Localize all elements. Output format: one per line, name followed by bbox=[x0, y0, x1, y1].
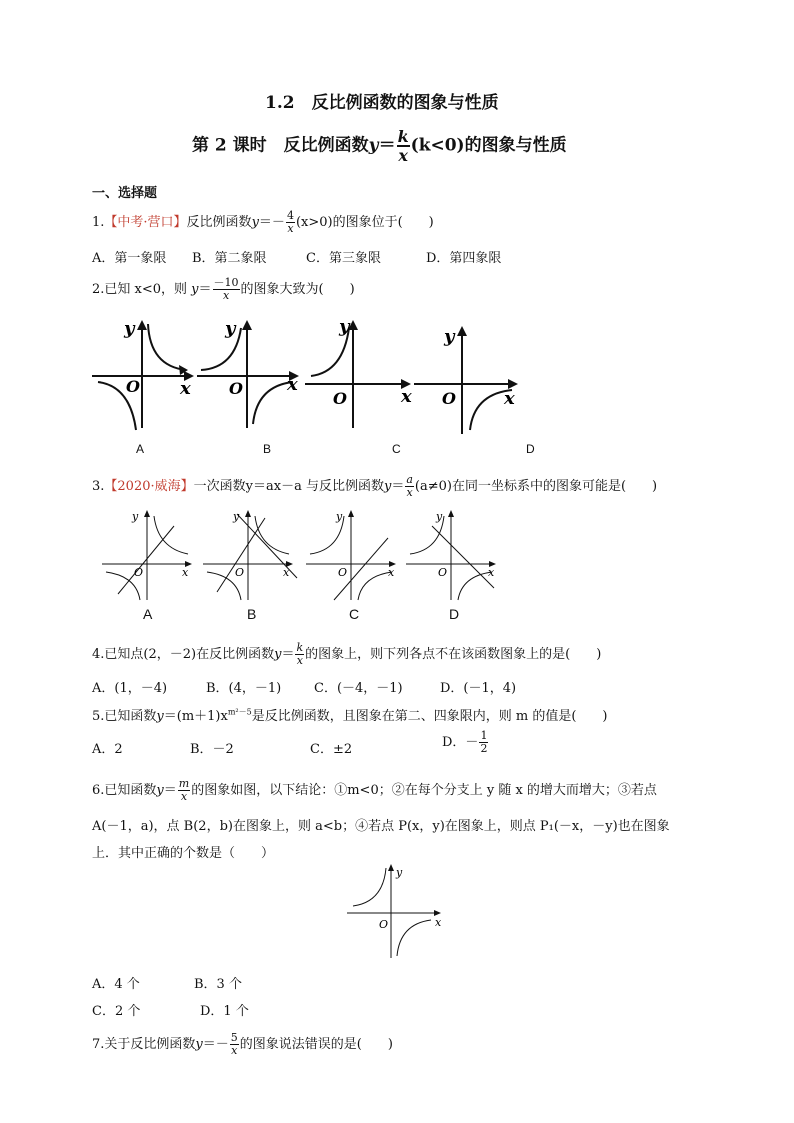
q3-label-c: C bbox=[349, 606, 360, 622]
axis-x-label: x bbox=[435, 916, 442, 929]
question-5: 5.已知函数$y=(m+1)x^{m^2-5}$是反比例函数，且图象在第二、四象限内，则 m 的值是( ) bbox=[92, 707, 608, 724]
axis-origin-label: O bbox=[235, 566, 245, 579]
question-2: 2.已知 x<0，则 y＝ $\frac{-10}{x}$ 的图象大致为( ) bbox=[92, 276, 355, 302]
axis-y-label: y bbox=[339, 316, 350, 337]
q4-option-a[interactable]: A．(1，－4) bbox=[92, 681, 168, 696]
q2-graph-a[interactable] bbox=[90, 318, 200, 438]
question-6-line-3: 上．其中正确的个数是（ ） bbox=[92, 846, 275, 861]
q6-option-a[interactable]: A．4 个 bbox=[92, 977, 140, 992]
axis-y-label: y bbox=[444, 326, 455, 347]
section-heading: 一、选择题 bbox=[92, 186, 158, 201]
q5-option-a[interactable]: A．2 bbox=[92, 742, 123, 757]
q6-option-b[interactable]: B．3 个 bbox=[194, 977, 242, 992]
q2-graph-c[interactable] bbox=[303, 318, 418, 438]
axis-y-label: y bbox=[225, 318, 236, 339]
axis-y-label: y bbox=[124, 318, 135, 339]
q3-label-a: A bbox=[143, 606, 153, 622]
axis-origin-label: O bbox=[379, 918, 389, 931]
question-3-source: 【2020·威海】 bbox=[104, 479, 194, 494]
question-3: 3.【2020·威海】一次函数y＝ax－a 与反比例函数y＝ $\frac{a}{x}$ (a≠0)在同一坐标系中的图象可能是( ) bbox=[92, 473, 658, 499]
fraction: $\frac{a}{x}$ bbox=[406, 473, 413, 499]
axis-y-label: y bbox=[132, 510, 139, 523]
q5-option-d[interactable]: D．－ $\frac{1}{2}$ bbox=[442, 729, 488, 755]
question-7: 7.关于反比例函数y＝－ $\frac{5}{x}$ 的图象说法错误的是( ) bbox=[92, 1031, 393, 1057]
q2-label-c: C bbox=[392, 442, 401, 456]
q3-label-d: D bbox=[449, 606, 460, 622]
q3-graph-d[interactable] bbox=[406, 508, 506, 603]
question-6: 6.已知函数y＝ $\frac{m}{x}$ 的图象如图，以下结论：①m<0；②在每个分支上 y 随 x 的增大而增大；③若点 bbox=[92, 777, 657, 803]
subtitle-suffix: (k<0)的图象与性质 bbox=[410, 135, 567, 156]
axis-y-label: y bbox=[396, 866, 403, 879]
q2-label-d: D bbox=[526, 442, 535, 456]
q3-graph-b[interactable] bbox=[203, 508, 303, 603]
q3-graph-a[interactable] bbox=[102, 508, 197, 603]
axis-x-label: x bbox=[401, 386, 412, 407]
q1-option-b[interactable]: B．第二象限 bbox=[192, 251, 267, 266]
q5-option-b[interactable]: B．－2 bbox=[190, 742, 234, 757]
axis-origin-label: O bbox=[438, 566, 448, 579]
question-1: 1.【中考·营口】反比例函数y＝－ $\frac{4}{x}$ (x>0)的图象位于( ) bbox=[92, 209, 434, 235]
q4-option-c[interactable]: C．(－4，－1) bbox=[314, 681, 403, 696]
q6-graph bbox=[345, 860, 455, 960]
subtitle-y: y bbox=[368, 135, 379, 156]
axis-y-label: y bbox=[336, 510, 343, 523]
subtitle-eq: ＝ bbox=[378, 135, 396, 156]
q1-option-a[interactable]: A．第一象限 bbox=[92, 251, 167, 266]
axis-origin-label: O bbox=[229, 379, 243, 398]
question-6-line-2: A(－1，a)，点 B(2，b)在图象上，则 a<b；④若点 P(x，y)在图象上，则点 P₁(－x，－y)也在图象 bbox=[92, 819, 670, 834]
fraction: $\frac{m}{x}$ bbox=[178, 777, 190, 803]
axis-x-label: x bbox=[388, 566, 395, 579]
axis-origin-label: O bbox=[442, 389, 456, 408]
q2-label-b: B bbox=[263, 442, 272, 456]
question-4: 4.已知点(2，－2)在反比例函数y＝ $\frac{k}{x}$ 的图象上，则下列各点不在该函数图象上的是( ) bbox=[92, 641, 602, 667]
q1-option-c[interactable]: C．第三象限 bbox=[306, 251, 381, 266]
axis-x-label: x bbox=[283, 566, 290, 579]
exponent: m²－5 bbox=[227, 707, 252, 717]
q6-option-d[interactable]: D．1 个 bbox=[200, 1004, 249, 1019]
axis-x-label: x bbox=[182, 566, 189, 579]
fraction: $\frac{5}{x}$ bbox=[230, 1031, 238, 1057]
axis-origin-label: O bbox=[126, 377, 140, 396]
q3-label-b: B bbox=[247, 606, 257, 622]
axis-x-label: x bbox=[180, 378, 191, 399]
axis-origin-label: O bbox=[338, 566, 348, 579]
fraction: $\frac{1}{2}$ bbox=[480, 729, 488, 755]
q4-option-d[interactable]: D．(－1，4) bbox=[440, 681, 517, 696]
q2-graph-b[interactable] bbox=[195, 318, 305, 438]
fraction: $\frac{-10}{x}$ bbox=[213, 276, 239, 302]
axis-x-label: x bbox=[504, 388, 515, 409]
axis-x-label: x bbox=[488, 566, 495, 579]
subtitle-prefix: 第 2 课时 反比例函数 bbox=[192, 135, 369, 156]
fraction: $\frac{4}{x}$ bbox=[286, 209, 294, 235]
page-title: 1.2 反比例函数的图象与性质 bbox=[265, 93, 499, 113]
axis-origin-label: O bbox=[134, 566, 144, 579]
q3-graph-c[interactable] bbox=[306, 508, 406, 603]
q2-graph-d[interactable] bbox=[412, 318, 527, 438]
lesson-subtitle bbox=[192, 128, 567, 164]
q2-label-a: A bbox=[136, 442, 145, 456]
axis-x-label: x bbox=[287, 374, 298, 395]
q5-option-c[interactable]: C．±2 bbox=[310, 742, 353, 757]
axis-y-label: y bbox=[233, 510, 240, 523]
q6-option-c[interactable]: C．2 个 bbox=[92, 1004, 141, 1019]
q4-option-b[interactable]: B．(4，－1) bbox=[206, 681, 282, 696]
fraction: $\frac{k}{x}$ bbox=[296, 641, 304, 667]
axis-origin-label: O bbox=[333, 389, 347, 408]
q1-option-d[interactable]: D．第四象限 bbox=[426, 251, 502, 266]
question-1-source: 【中考·营口】 bbox=[104, 215, 187, 230]
axis-y-label: y bbox=[436, 510, 443, 523]
subtitle-fraction: $\frac{k}{x}$ bbox=[397, 127, 409, 165]
